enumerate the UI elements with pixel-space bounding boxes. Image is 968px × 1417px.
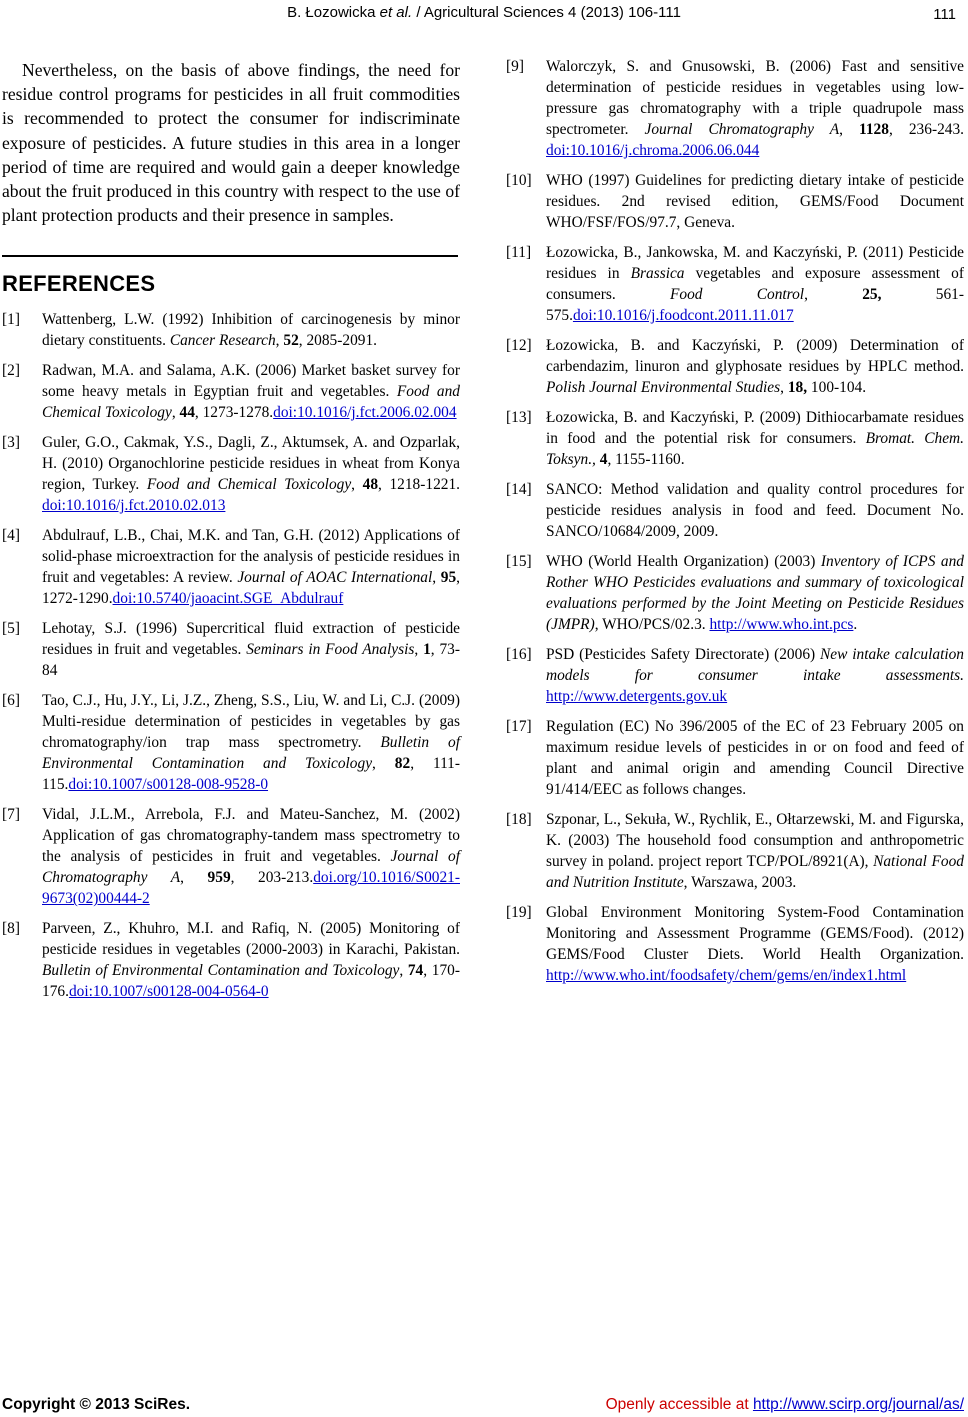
reference-journal: Seminars in Food Analysis bbox=[246, 641, 415, 659]
reference-body: Vidal, J.L.M., Arrebola, F.J. and Mateu-Sanchez, M. (2002) Application of gas chromatography-tandem mass spectrometry to the analysis of pesticides in fruit and vegetables. bbox=[42, 806, 460, 866]
reference-journal: Food and Chemical Toxicology bbox=[146, 476, 352, 494]
reference-text bbox=[42, 309, 460, 351]
reference-text bbox=[546, 170, 964, 233]
reference-body: Tao, C.J., Hu, J.Y., Li, J.Z., Zheng, S.S., Liu, W. and Li, C.J. (2009) Multi-residue determination of pesticides in vegetables by gas chromatography/ion trap mass spectrometry. bbox=[42, 692, 460, 752]
reference-text bbox=[42, 360, 460, 423]
reference-item bbox=[506, 716, 964, 800]
reference-journal: Bromat. Chem. Toksyn., bbox=[546, 430, 964, 468]
reference-pages: , 1273-1278. bbox=[194, 404, 274, 422]
body-paragraph: Nevertheless, on the basis of above findings, the need for residue control programs for pesticides in all fruit commodities is recommended to protect the consumer for indiscriminate exposure of pesticides. A future studies in this area in a longer period of time are required and would gain a deeper knowledge about the fruit produced in this country with respect to the use of plant protection products and their presence in samples. bbox=[2, 60, 460, 226]
reference-text bbox=[42, 432, 460, 516]
reference-item bbox=[2, 918, 460, 1002]
right-column bbox=[506, 56, 964, 995]
reference-text bbox=[546, 902, 964, 986]
reference-sep: , bbox=[399, 962, 408, 980]
running-title bbox=[0, 4, 968, 21]
reference-doi-link[interactable]: doi:10.1007/s00128-008-9528-0 bbox=[68, 776, 269, 794]
reference-volume: 82 bbox=[394, 755, 411, 773]
reference-item bbox=[2, 432, 460, 516]
reference-doi-link[interactable]: doi:10.1016/j.chroma.2006.06.044 bbox=[546, 142, 760, 159]
reference-pages: , 236-243. bbox=[888, 121, 964, 138]
reference-text bbox=[42, 690, 460, 795]
copyright-notice: Copyright © 2013 SciRes. bbox=[2, 1396, 191, 1413]
reference-body: Walorczyk, S. and Gnusowski, B. (2006) Fast and sensitive determination of pesticide residues in vegetables using low-pressure gas chromatography with a triple quadrupole mass spectrometer. bbox=[546, 58, 964, 138]
reference-body: WHO (World Health Organization) (2003) bbox=[546, 553, 821, 570]
reference-number: [13] bbox=[506, 409, 532, 426]
reference-body: Łozowicka, B. and Kaczyński, P. (2009) Dithiocarbamate residues in food and the potential risk for consumers. bbox=[546, 409, 964, 447]
reference-sep: , bbox=[432, 569, 441, 587]
references-heading: REFERENCES bbox=[2, 271, 156, 297]
reference-body: Regulation (EC) No 396/2005 of the EC of 23 February 2005 on maximum residue levels of pesticides in or on food and feed of plant and animal origin and amending Council Directive 91/414/EEC as follows changes. bbox=[546, 718, 964, 798]
reference-text bbox=[42, 618, 460, 681]
reference-doi-link[interactable]: doi:10.1007/s00128-004-0564-0 bbox=[68, 983, 269, 1001]
reference-body-cont: vegetables and exposure assessment of consumers. bbox=[546, 265, 964, 303]
reference-item bbox=[2, 360, 460, 423]
reference-text bbox=[546, 242, 964, 326]
reference-number: [1] bbox=[2, 311, 20, 329]
reference-pages: , 1272-1290. bbox=[42, 569, 460, 608]
reference-journal: Inventory of ICPS and Rother WHO Pesticides evaluations and summary of toxicological evaluations performed by the Joint Meeting on Pesticide Residues (JMPR) bbox=[546, 553, 965, 633]
reference-pages: , 111-115. bbox=[42, 755, 461, 794]
reference-sep: , bbox=[180, 869, 208, 887]
reference-item bbox=[2, 525, 460, 609]
reference-number: [16] bbox=[506, 646, 532, 663]
reference-text bbox=[546, 56, 964, 161]
reference-doi-link[interactable]: http://www.who.int/foodsafety/chem/gems/en/index1.html bbox=[546, 967, 907, 984]
reference-pages: , 203-213. bbox=[230, 869, 314, 887]
reference-doi-link[interactable]: doi:10.1016/j.fct.2006.02.004 bbox=[273, 404, 457, 422]
reference-list-left bbox=[2, 309, 460, 1002]
reference-genus: Brassica bbox=[630, 265, 685, 282]
reference-number: [5] bbox=[2, 620, 20, 638]
reference-volume: 1128 bbox=[859, 121, 889, 138]
reference-number: [7] bbox=[2, 806, 20, 824]
reference-item bbox=[506, 644, 964, 707]
reference-end: . bbox=[853, 616, 858, 633]
reference-body: Radwan, M.A. and Salama, A.K. (2006) Market basket survey for some heavy metals in Egyptian fruit and vegetables. bbox=[42, 362, 460, 401]
reference-journal: Journal Chromatography A bbox=[644, 121, 840, 138]
reference-item bbox=[506, 56, 964, 161]
running-author: B. Łozowicka bbox=[287, 4, 380, 21]
reference-body: Lehotay, S.J. (1996) Supercritical fluid extraction of pesticide residues in fruit and vegetables. bbox=[42, 620, 460, 659]
reference-doi-link[interactable]: http://www.who.int.pcs bbox=[709, 616, 854, 633]
reference-body: WHO (1997) Guidelines for predicting dietary intake of pesticide residues. 2nd revised edition, GEMS/Food Document WHO/FSF/FOS/97.7, Geneva. bbox=[546, 172, 964, 231]
reference-body: Parveen, Z., Khuhro, M.I. and Rafiq, N. (2005) Monitoring of pesticide residues in vegetables (2000-2003) in Karachi, Pakistan. bbox=[42, 920, 460, 959]
reference-pages: 100-104. bbox=[807, 379, 867, 396]
reference-number: [15] bbox=[506, 553, 532, 570]
section-divider bbox=[2, 255, 458, 257]
reference-journal: Polish Journal Environmental Studies bbox=[546, 379, 781, 396]
reference-sep: , bbox=[780, 379, 788, 396]
reference-list-right bbox=[506, 56, 964, 986]
reference-number: [17] bbox=[506, 718, 532, 735]
reference-number: [19] bbox=[506, 904, 532, 921]
reference-volume: 48 bbox=[362, 476, 379, 494]
reference-text bbox=[546, 809, 964, 893]
reference-pages: , 2085-2091. bbox=[298, 332, 377, 350]
reference-pages: , 73-84 bbox=[42, 641, 460, 680]
reference-journal: Food and Chemical Toxicology bbox=[42, 383, 460, 422]
left-column bbox=[2, 58, 460, 1011]
page-footer bbox=[0, 1396, 968, 1416]
reference-text bbox=[42, 804, 460, 909]
reference-volume: 4 bbox=[599, 451, 608, 468]
page-number: 111 bbox=[933, 6, 956, 23]
reference-sep: , bbox=[372, 755, 395, 773]
reference-number: [14] bbox=[506, 481, 532, 498]
reference-body: Guler, G.O., Cakmak, Y.S., Dagli, Z., Aktumsek, A. and Ozparlak, H. (2010) Organochlorine pesticide residues in wheat from Konya region, Turkey. bbox=[42, 434, 460, 494]
reference-item bbox=[2, 804, 460, 909]
reference-number: [2] bbox=[2, 362, 20, 380]
reference-body: Szponar, L., Sekuła, W., Rychlik, E., Ołtarzewski, M. and Figurska, K. (2003) The household food consumption and anthropometric survey in poland. project report TCP/POL/8921(A), bbox=[546, 811, 964, 870]
reference-item bbox=[506, 170, 964, 233]
reference-number: [18] bbox=[506, 811, 532, 828]
open-access-notice bbox=[606, 1396, 964, 1414]
reference-volume: 25, bbox=[862, 286, 882, 303]
reference-volume: 959 bbox=[207, 869, 231, 887]
reference-pages: , 170-176. bbox=[42, 962, 460, 1001]
reference-number: [3] bbox=[2, 434, 20, 452]
reference-doi-link[interactable]: doi:10.5740/jaoacint.SGE_Abdulrauf bbox=[112, 590, 344, 608]
reference-volume: 74 bbox=[407, 962, 424, 980]
reference-pages: , WHO/PCS/02.3. bbox=[594, 616, 710, 633]
reference-journal: Journal of Chromatography A bbox=[42, 848, 461, 887]
reference-item bbox=[506, 902, 964, 986]
open-access-label: Openly accessible at bbox=[605, 1396, 753, 1413]
reference-volume: 95 bbox=[440, 569, 457, 587]
reference-journal: Cancer Research bbox=[169, 332, 276, 350]
reference-item bbox=[506, 809, 964, 893]
reference-item bbox=[506, 551, 964, 635]
reference-item bbox=[506, 335, 964, 398]
running-et-al: et al. bbox=[379, 4, 413, 21]
reference-item bbox=[2, 309, 460, 351]
reference-body: Łozowicka, B. and Kaczyński, P. (2009) Determination of carbendazim, linuron and glyphosate residues by HPLC method. bbox=[546, 337, 964, 375]
reference-sep: , bbox=[414, 641, 424, 659]
reference-body: Wattenberg, L.W. (1992) Inhibition of carcinogenesis by minor dietary constituents. bbox=[42, 311, 460, 350]
reference-journal: Bulletin of Environmental Contamination and Toxicology bbox=[42, 734, 461, 773]
reference-pages: , 1218-1221. bbox=[378, 476, 460, 494]
reference-journal: National Food and Nutrition Institute bbox=[546, 853, 964, 891]
reference-number: [11] bbox=[506, 244, 532, 261]
reference-volume: 44 bbox=[179, 404, 195, 422]
reference-body: Abdulrauf, L.B., Chai, M.K. and Tan, G.H. (2012) Applications of solid-phase microextraction for the analysis of pesticide residues in fruit and vegetables: A review. bbox=[42, 527, 460, 587]
running-journal: / Agricultural Sciences 4 (2013) 106-111 bbox=[412, 4, 681, 21]
reference-text bbox=[546, 407, 964, 470]
reference-text bbox=[546, 551, 964, 635]
reference-text bbox=[546, 479, 964, 542]
reference-pages: , 1155-1160. bbox=[607, 451, 685, 468]
reference-volume: 18, bbox=[787, 379, 808, 396]
reference-journal: Bulletin of Environmental Contamination and Toxicology bbox=[42, 962, 400, 980]
reference-number: [8] bbox=[2, 920, 20, 938]
reference-number: [9] bbox=[506, 58, 524, 75]
reference-journal: Food Control bbox=[669, 286, 805, 303]
reference-sep: , bbox=[839, 121, 860, 138]
reference-number: [12] bbox=[506, 337, 532, 354]
reference-volume: 52 bbox=[283, 332, 299, 350]
reference-number: [4] bbox=[2, 527, 20, 545]
reference-journal: Journal of AOAC International bbox=[237, 569, 433, 587]
reference-sep: , bbox=[171, 404, 180, 422]
reference-sep: , bbox=[804, 286, 863, 303]
running-header bbox=[0, 2, 968, 24]
reference-body: Łozowicka, B., Jankowska, M. and Kaczyński, P. (2011) Pesticide residues in bbox=[546, 244, 964, 282]
reference-item bbox=[506, 242, 964, 326]
journal-link[interactable]: http://www.scirp.org/journal/as/ bbox=[752, 1396, 964, 1413]
reference-item bbox=[506, 407, 964, 470]
reference-number: [10] bbox=[506, 172, 532, 189]
reference-sep: , bbox=[275, 332, 284, 350]
reference-number: [6] bbox=[2, 692, 20, 710]
reference-text bbox=[546, 644, 964, 707]
reference-body: Global Environment Monitoring System-Food Contamination Monitoring and Assessment Programme (GEMS/Food). (2012) GEMS/Food Cluster Diets. World Health Organization. bbox=[546, 904, 964, 963]
reference-doi-link[interactable]: http://www.detergents.gov.uk bbox=[546, 688, 728, 705]
reference-doi-link[interactable]: doi:10.1016/j.foodcont.2011.11.017 bbox=[572, 307, 794, 324]
reference-pages: , Warszawa, 2003. bbox=[683, 874, 797, 891]
reference-doi-link[interactable]: doi:10.1016/j.fct.2010.02.013 bbox=[42, 497, 226, 515]
reference-volume: 1 bbox=[423, 641, 431, 659]
reference-item bbox=[506, 479, 964, 542]
reference-text bbox=[42, 525, 460, 609]
reference-body: SANCO: Method validation and quality control procedures for pesticide residues analysis in food and feed. Document No. SANCO/10684/2009, 2009. bbox=[546, 481, 964, 540]
reference-pages: 561-575. bbox=[546, 286, 964, 324]
reference-text bbox=[546, 335, 964, 398]
reference-journal: New intake calculation models for consumer intake assessments. bbox=[546, 646, 965, 684]
reference-sep: , bbox=[351, 476, 363, 494]
reference-text bbox=[546, 716, 964, 800]
reference-item bbox=[2, 618, 460, 681]
reference-text bbox=[42, 918, 460, 1002]
reference-doi-link[interactable]: doi.org/10.1016/S0021-9673(02)00444-2 bbox=[42, 869, 460, 908]
reference-item bbox=[2, 690, 460, 795]
reference-body: PSD (Pesticides Safety Directorate) (2006) bbox=[546, 646, 821, 663]
